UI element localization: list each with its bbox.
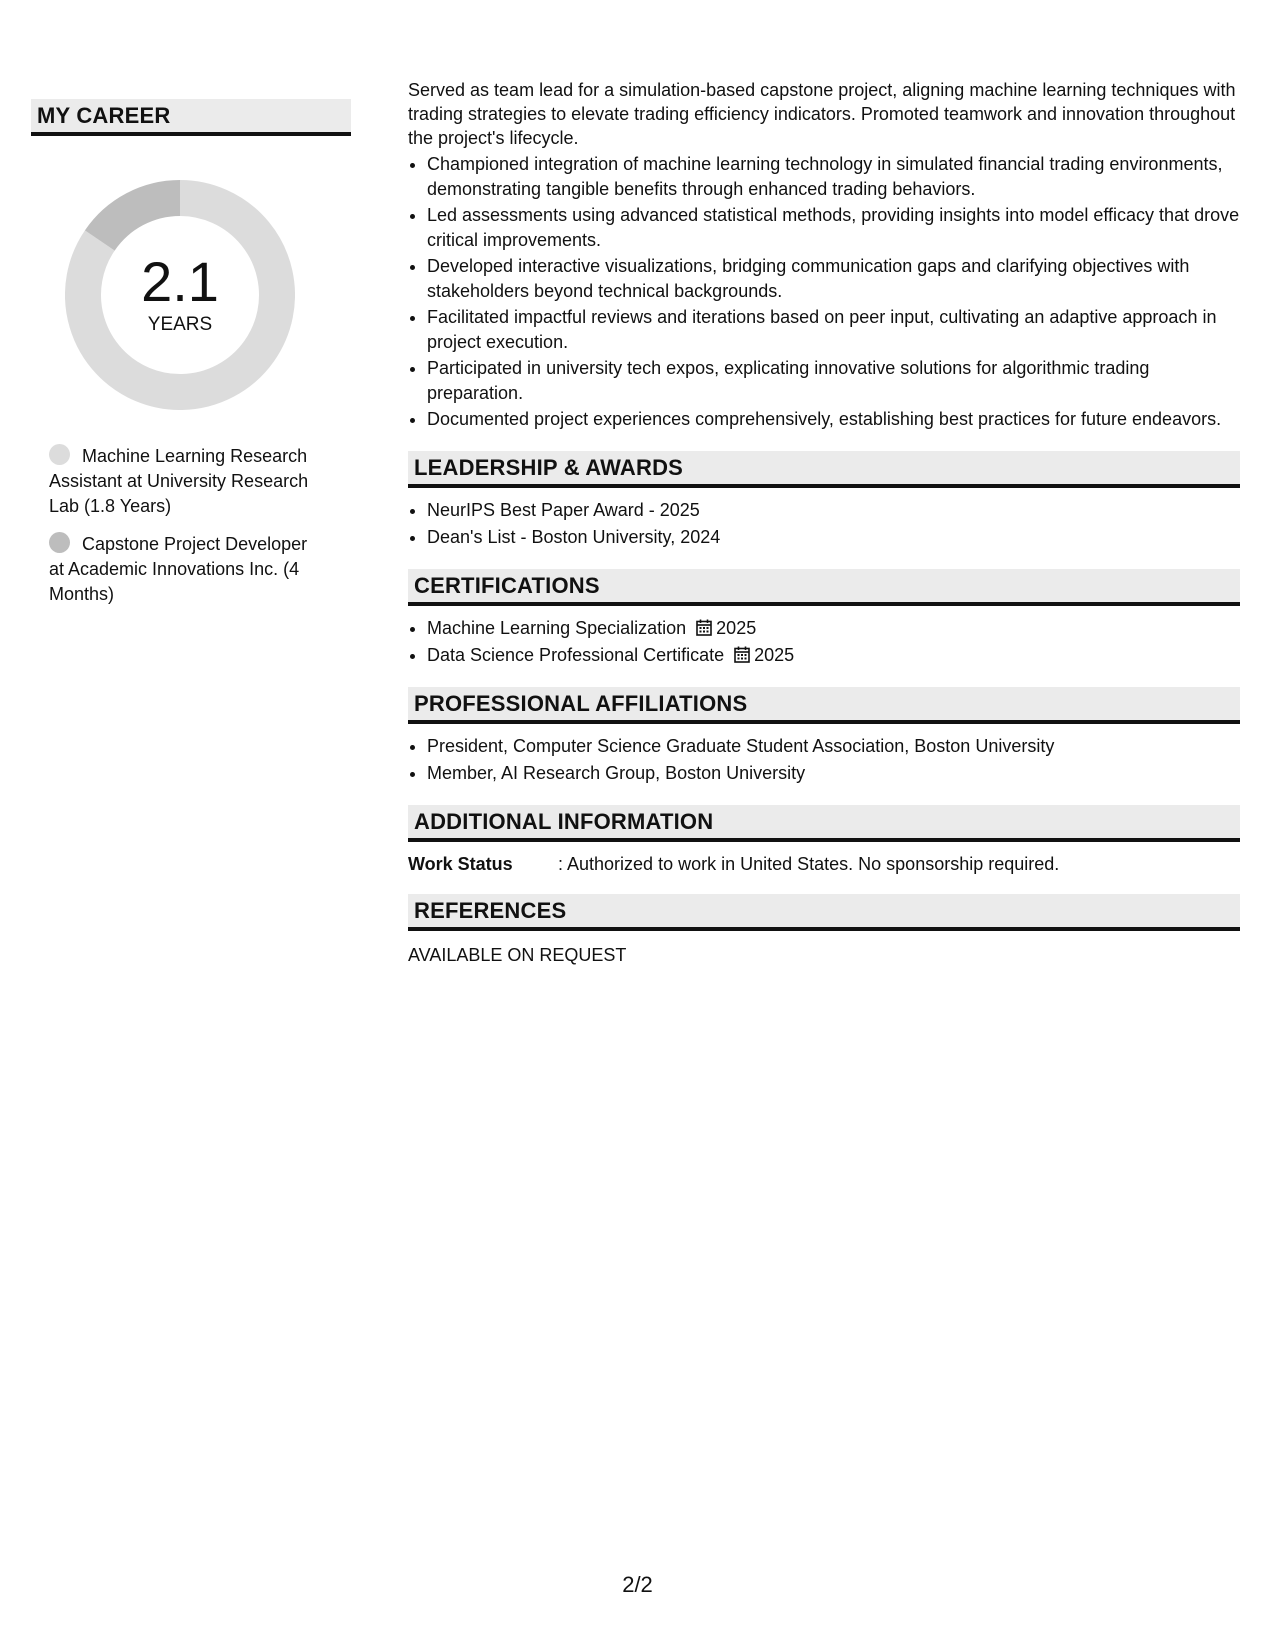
references-heading: REFERENCES <box>408 894 1240 931</box>
work-status-value: : Authorized to work in United States. No sponsorship required. <box>558 854 1060 874</box>
list-item: • Documented project experiences comprehensively, establishing best practices for future endeavors. <box>427 407 1240 432</box>
experience-summary: Served as team lead for a simulation-based capstone project, aligning machine learning techniques with trading strategies to elevate trading efficiency indicators. Promoted teamwork and innovation throughout the project's lifecycle. <box>408 80 1236 148</box>
donut-segment-2 <box>100 198 180 240</box>
certification-name: Data Science Professional Certificate <box>427 645 725 665</box>
list-item: • Developed interactive visualizations, bridging communication gaps and clarifying objectives with stakeholders beyond technical backgrounds. <box>427 254 1240 304</box>
legend-swatch <box>49 444 70 465</box>
awards-heading: LEADERSHIP & AWARDS <box>408 451 1240 488</box>
references-text: AVAILABLE ON REQUEST <box>408 945 627 965</box>
career-heading: MY CAREER <box>31 99 351 136</box>
certification-year: 2025 <box>716 618 757 638</box>
calendar-icon <box>734 646 750 663</box>
total-years-unit: YEARS <box>147 314 213 335</box>
list-item: • Member, AI Research Group, Boston University <box>427 760 1240 787</box>
list-item: • Facilitated impactful reviews and iterations based on peer input, cultivating an adaptive approach in project execution. <box>427 305 1240 355</box>
calendar-icon <box>696 619 712 636</box>
affiliations-list <box>408 733 1240 787</box>
legend-item <box>49 444 324 519</box>
list-item: • Participated in university tech expos, explicating innovative solutions for algorithmic trading preparation. <box>427 356 1240 406</box>
certification-year: 2025 <box>754 645 795 665</box>
list-item: • Dean's List - Boston University, 2024 <box>427 524 1240 551</box>
list-item: • NeurIPS Best Paper Award - 2025 <box>427 497 1240 524</box>
total-years-value: 2.1 <box>141 250 219 313</box>
additional-info-heading: ADDITIONAL INFORMATION <box>408 805 1240 842</box>
work-status-row <box>408 852 1240 876</box>
experience-bullets <box>408 152 1240 432</box>
certifications-list <box>408 615 1240 669</box>
certifications-heading: CERTIFICATIONS <box>408 569 1240 606</box>
career-donut-chart <box>65 180 295 410</box>
affiliations-heading: PROFESSIONAL AFFILIATIONS <box>408 687 1240 724</box>
legend-item <box>49 532 324 607</box>
legend-label: Machine Learning Research Assistant at University Research Lab (1.8 Years) <box>49 446 309 516</box>
legend-swatch <box>49 532 70 553</box>
list-item <box>427 642 1240 669</box>
awards-list <box>408 497 1240 551</box>
page-number: 2/2 <box>622 1572 653 1597</box>
list-item <box>427 615 1240 642</box>
list-item: • Led assessments using advanced statistical methods, providing insights into model efficacy that drove critical improvements. <box>427 203 1240 253</box>
work-status-label: Work Status <box>408 854 513 874</box>
career-sidebar <box>31 99 351 620</box>
career-legend <box>49 444 324 607</box>
legend-label: Capstone Project Developer at Academic Innovations Inc. (4 Months) <box>49 534 308 604</box>
list-item: • Championed integration of machine learning technology in simulated financial trading environments, demonstrating tangible benefits through enhanced trading behaviors. <box>427 152 1240 202</box>
main-content <box>408 78 1240 967</box>
certification-name: Machine Learning Specialization <box>427 618 687 638</box>
list-item: • President, Computer Science Graduate Student Association, Boston University <box>427 733 1240 760</box>
